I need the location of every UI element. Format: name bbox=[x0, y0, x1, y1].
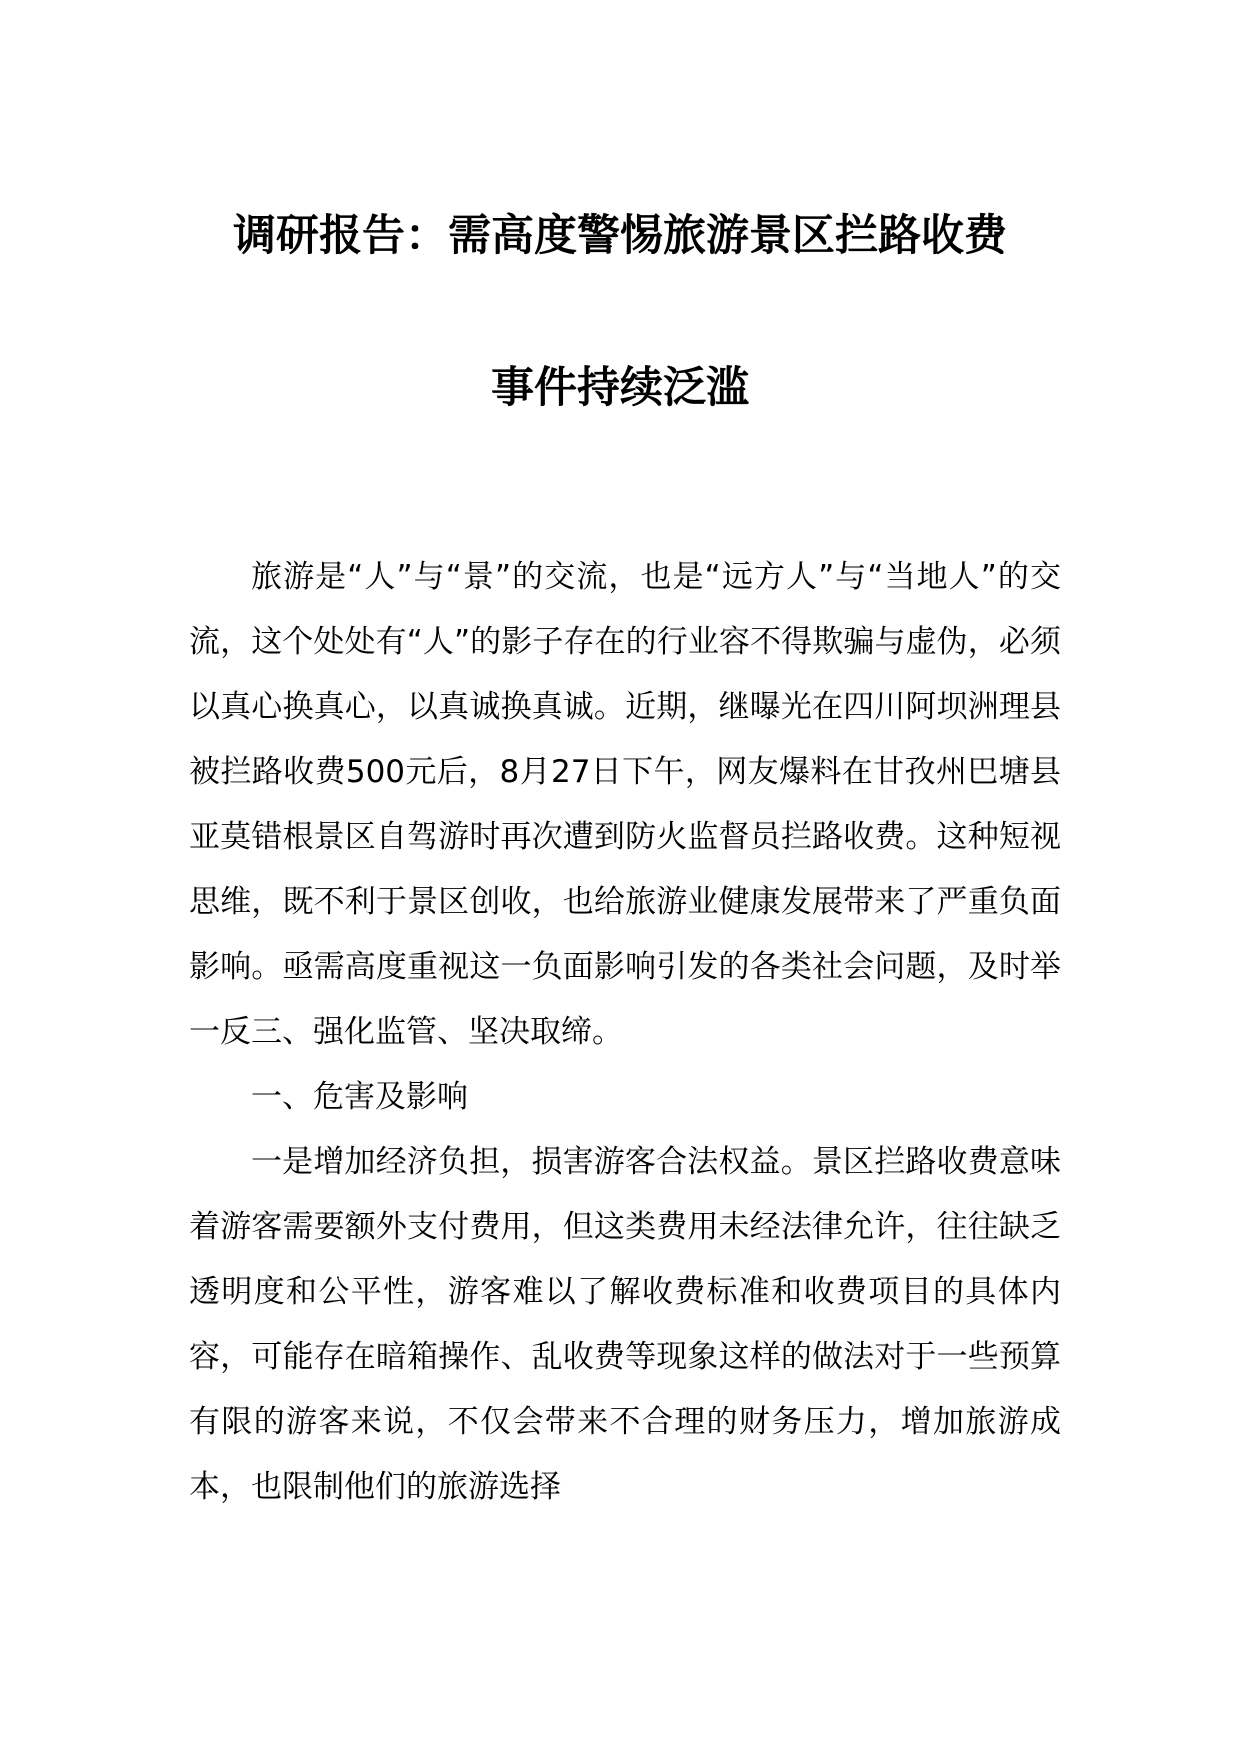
document-title-line-2: 事件持续泛滥 bbox=[491, 363, 749, 413]
document-title-line-1: 调研报告：需高度警惕旅游景区拦路收费 bbox=[233, 211, 1007, 261]
paragraph-harm-1: 一是增加经济负担，损害游客合法权益。景区拦路收费意味着游客需要额外支付费用，但这类费用未经法律允许，往往缺乏透明度和公平性，游客难以了解收费标准和收费项目的具体内容，可能存在暗箱操作、乱收费等现象这样的做法对于一些预算有限的游客来说，不仅会带来不合理的财务压力，增加旅游成本，也限制他们的旅游选择 bbox=[189, 1144, 1061, 1505]
paragraph-intro: 旅游是“人”与“景”的交流，也是“远方人”与“当地人”的交流，这个处处有“人”的影子存在的行业容不得欺骗与虚伪，必须以真心换真心，以真诚换真诚。近期，继曝光在四川阿坝洲理县被拦路收费500元后，8月27日下午，网友爆料在甘孜州巴塘县亚莫错根景区自驾游时再次遭到防火监督员拦路收费。这种短视思维，既不利于景区创收，也给旅游业健康发展带来了严重负面影响。亟需高度重视这一负面影响引发的各类社会问题，及时举一反三、强化监管、坚决取缔。 bbox=[189, 559, 1061, 1050]
section-heading-harms: 一、危害及影响 bbox=[251, 1079, 468, 1115]
document-body bbox=[189, 545, 1061, 1520]
